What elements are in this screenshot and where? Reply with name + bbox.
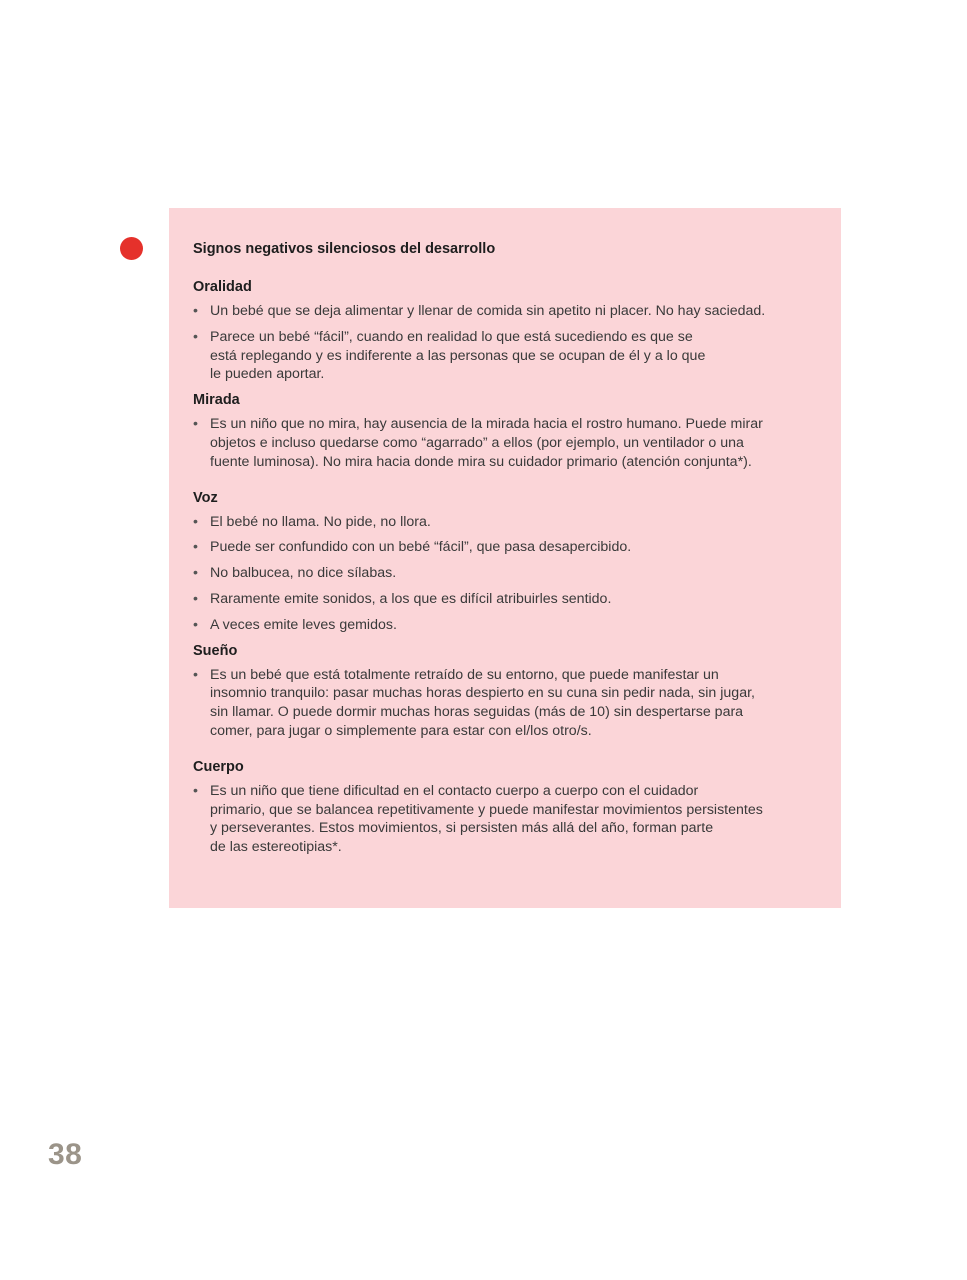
red-marker-dot	[120, 237, 143, 260]
list-item: • Raramente emite sonidos, a los que es difícil atribuirles sentido.	[193, 590, 821, 609]
bullet-list-cuerpo	[193, 782, 821, 857]
list-item: • No balbucea, no dice sílabas.	[193, 564, 821, 583]
page-number: 38	[48, 1138, 83, 1171]
list-item: • Un bebé que se deja alimentar y llenar de comida sin apetito ni placer. No hay saciedad.	[193, 302, 821, 321]
section-heading-sueno: Sueño	[193, 642, 238, 659]
section-heading-cuerpo: Cuerpo	[193, 758, 244, 775]
bullet-list-mirada	[193, 415, 821, 471]
list-item: • Puede ser confundido con un bebé “fácil”, que pasa desapercibido.	[193, 538, 821, 557]
section-heading-oralidad: Oralidad	[193, 279, 252, 295]
section-oralidad	[193, 278, 821, 384]
list-item: • Es un bebé que está totalmente retraído de su entorno, que puede manifestar un insomnio tranquilo: pasar muchas horas despierto en su cuna sin pedir nada, sin jugar, sin llamar. O puede dormir muchas horas seguidas (más de 10) sin despertarse para comer, para jugar o simplemente para estar con el/los otro/s.	[193, 666, 821, 741]
list-item: • A veces emite leves gemidos.	[193, 616, 821, 635]
bullet-list-voz	[193, 513, 821, 635]
list-item: • Parece un bebé “fácil”, cuando en realidad lo que está sucediendo es que se está replegando y es indiferente a las personas que se ocupan de él y a lo que le pueden aportar.	[193, 328, 821, 384]
section-mirada	[193, 391, 821, 471]
section-heading-mirada: Mirada	[193, 392, 240, 409]
list-item: • El bebé no llama. No pide, no llora.	[193, 513, 821, 532]
section-voz	[193, 489, 821, 635]
list-item: • Es un niño que tiene dificultad en el contacto cuerpo a cuerpo con el cuidador primario, que se balancea repetitivamente y puede manifestar movimientos persistentes y perseverantes. Estos movimientos, si persisten más allá del año, forman parte de las estereotipias*.	[193, 782, 821, 857]
section-heading-voz: Voz	[193, 489, 218, 506]
box-title: Signos negativos silenciosos del desarrollo	[193, 241, 496, 257]
section-sueno	[193, 642, 821, 741]
bullet-list-oralidad	[193, 302, 821, 384]
list-item: • Es un niño que no mira, hay ausencia de la mirada hacia el rostro humano. Puede mirar objetos e incluso quedarse como “agarrado” a ellos (por ejemplo, un ventilador o una fuente luminosa). No mira hacia donde mira su cuidador primario (atención conjunta*).	[193, 415, 821, 471]
section-cuerpo	[193, 758, 821, 857]
bullet-list-sueno	[193, 666, 821, 741]
info-box	[169, 208, 841, 908]
